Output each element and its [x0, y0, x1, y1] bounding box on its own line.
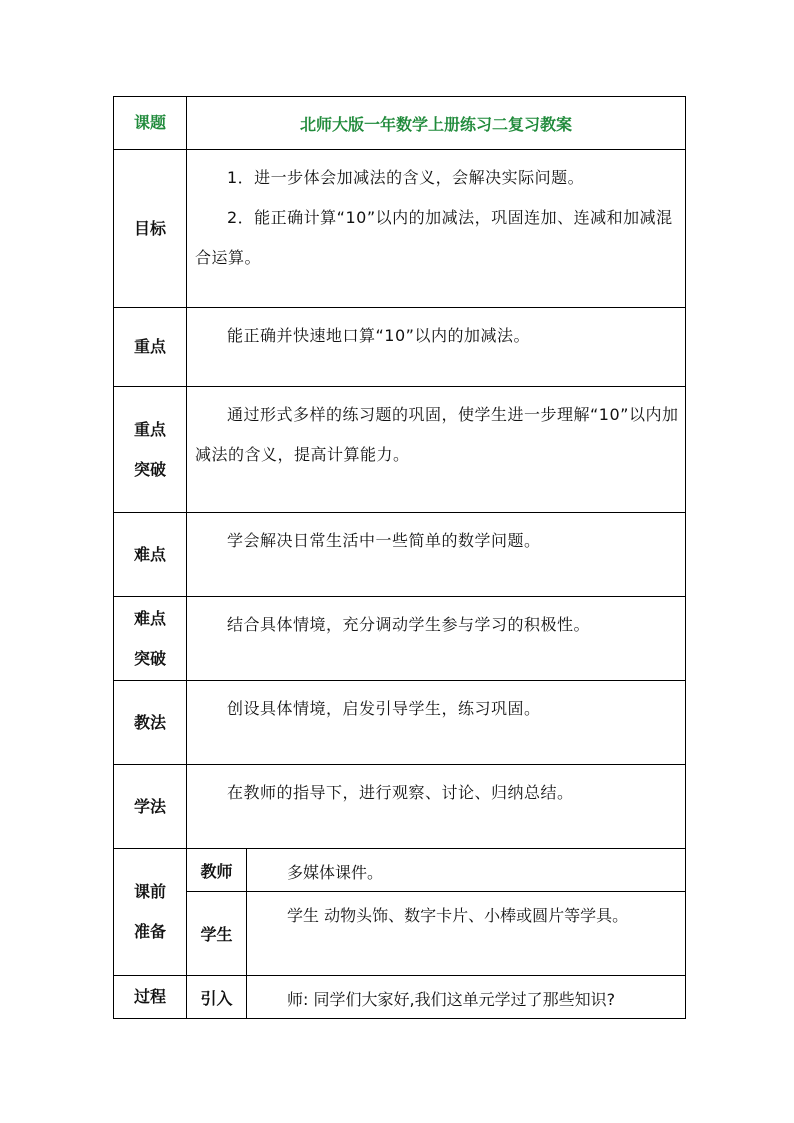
row-key — [114, 308, 686, 387]
label-difficult: 难点 — [114, 513, 187, 597]
teacher-text: 多媒体课件。 — [287, 863, 384, 882]
label-prep — [114, 849, 187, 976]
row-key-break — [114, 387, 686, 513]
key-content — [187, 308, 686, 387]
label-subject: 课题 — [114, 97, 187, 150]
label-teaching: 教法 — [114, 681, 187, 765]
key-break-content — [187, 387, 686, 513]
label-goal: 目标 — [114, 150, 187, 308]
goal-line-2: 2．能正确计算“10”以内的加减法，巩固连加、连减和加减混合运算。 — [195, 208, 673, 267]
process-text: 师: 同学们大家好,我们这单元学过了那些知识? — [287, 990, 616, 1009]
student-content — [247, 892, 686, 976]
label-key-break — [114, 387, 187, 513]
row-process — [114, 976, 686, 1019]
lesson-title: 北师大版一年数学上册练习二复习教案 — [187, 97, 686, 150]
teaching-content — [187, 681, 686, 765]
label-learning: 学法 — [114, 765, 187, 849]
difficult-break-text: 结合具体情境，充分调动学生参与学习的积极性。 — [227, 615, 591, 634]
teaching-text: 创设具体情境，启发引导学生，练习巩固。 — [227, 699, 541, 718]
key-text: 能正确并快速地口算“10”以内的加减法。 — [227, 326, 530, 345]
learning-text: 在教师的指导下，进行观察、讨论、归纳总结。 — [227, 783, 574, 802]
goal-line-1: 1．进一步体会加减法的含义，会解决实际问题。 — [227, 168, 585, 187]
learning-content — [187, 765, 686, 849]
label-difficult-break — [114, 597, 187, 681]
row-goal — [114, 150, 686, 308]
difficult-content — [187, 513, 686, 597]
label-process: 过程 — [114, 976, 187, 1019]
row-prep-teacher — [114, 849, 686, 892]
difficult-break-content — [187, 597, 686, 681]
label-key-break-1: 重点 — [133, 419, 166, 439]
label-teacher: 教师 — [187, 849, 247, 892]
label-prep-2: 准备 — [133, 922, 166, 941]
label-difficult-break-2: 突破 — [133, 648, 166, 668]
row-prep-student — [114, 892, 686, 976]
label-key: 重点 — [114, 308, 187, 387]
row-difficult-break — [114, 597, 686, 681]
teacher-content — [247, 849, 686, 892]
student-text: 学生 动物头饰、数字卡片、小棒或圆片等学具。 — [287, 906, 629, 925]
row-teaching — [114, 681, 686, 765]
process-content — [247, 976, 686, 1019]
key-break-text: 通过形式多样的练习题的巩固，使学生进一步理解“10”以内加减法的含义，提高计算能力。 — [195, 405, 679, 464]
row-title — [114, 97, 686, 150]
lesson-plan-table — [113, 96, 686, 1019]
goal-content — [187, 150, 686, 308]
label-difficult-break-1: 难点 — [133, 608, 166, 628]
label-intro: 引入 — [187, 976, 247, 1019]
label-prep-1: 课前 — [133, 882, 166, 901]
label-student: 学生 — [187, 892, 247, 976]
label-key-break-2: 突破 — [133, 459, 166, 479]
row-learning — [114, 765, 686, 849]
row-difficult — [114, 513, 686, 597]
difficult-text: 学会解决日常生活中一些简单的数学问题。 — [227, 531, 541, 550]
